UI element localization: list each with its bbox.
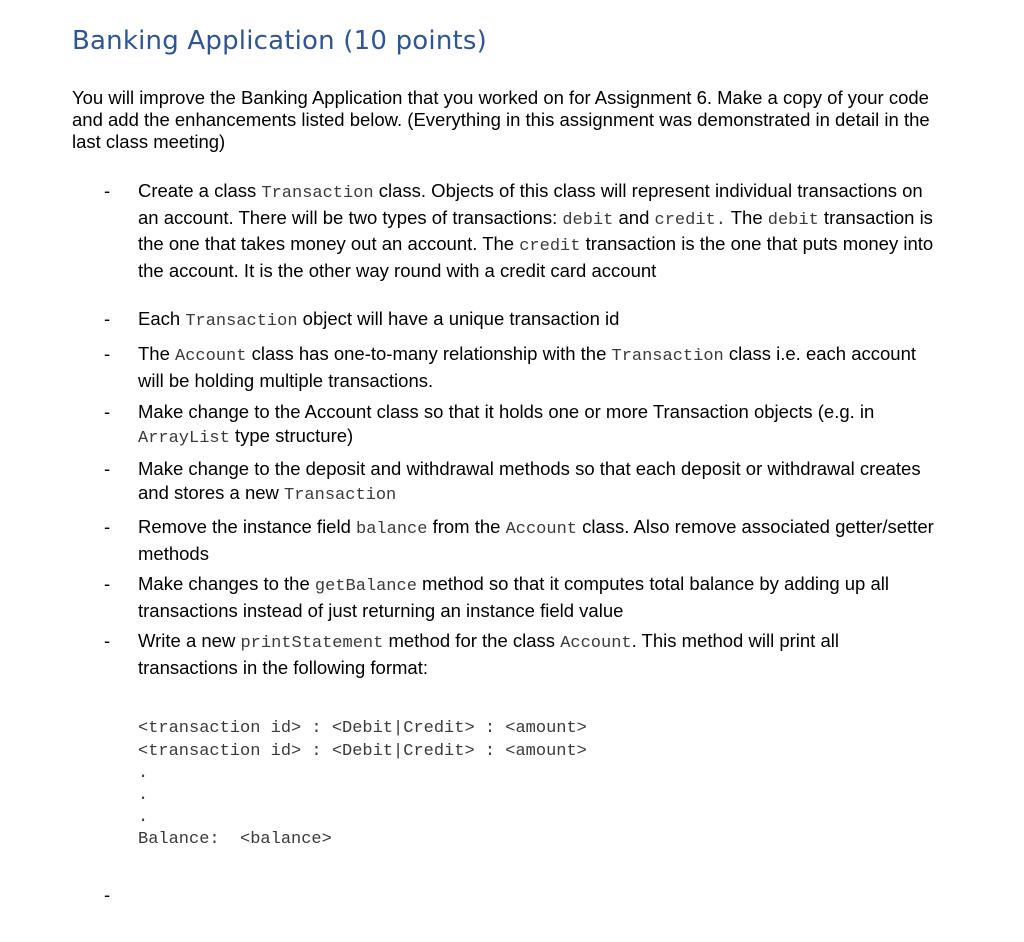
code-ellipsis-dot: . [138, 808, 149, 827]
bullet-dash: - [104, 180, 111, 201]
bullet-dash: - [104, 343, 111, 364]
list-item-text: The Account class has one-to-many relationship with the Transaction class i.e. each account will be holding multiple transactions. [138, 343, 917, 391]
code-term: credit [519, 237, 581, 256]
list-item-text: Create a class Transaction class. Objects of this class will represent individual transactions on an account. There will be two types of transactions: debit and credit. The debit transaction is the one that takes money out an account. The credit transaction is the one that puts money into the account. It is the other way round with a credit card account [138, 180, 934, 281]
code-term: Transaction [611, 347, 724, 366]
page-title: Banking Application (10 points) [72, 26, 488, 56]
bullet-dash: - [104, 458, 111, 479]
code-ellipsis-dot: . [138, 786, 149, 805]
code-term: Account [505, 520, 577, 539]
code-term: credit. [654, 210, 726, 230]
bullet-dash: - [104, 516, 111, 537]
list-item-text: Remove the instance field balance from the Account class. Also remove associated getter/setter methods [138, 516, 934, 564]
intro-paragraph: You will improve the Banking Application that you worked on for Assignment 6. Make a copy of your code and add the enhancements listed below. (Everything in this assignment was demonstrated in detail in the last class meeting) [72, 87, 930, 152]
code-term: debit [562, 210, 614, 230]
code-term: Account [175, 347, 247, 366]
code-term: Transaction [284, 485, 397, 505]
code-ellipsis-dot: . [138, 764, 149, 783]
code-term: Transaction [185, 312, 298, 331]
code-term: printStatement [240, 634, 384, 653]
code-line: <transaction id> : <Debit|Credit> : <amount> [138, 741, 587, 761]
statement-format-code-block [138, 718, 587, 852]
code-term: ArrayList [138, 428, 230, 448]
list-item-text: Make change to the deposit and withdrawal methods so that each deposit or withdrawal creates and stores a new Transaction [138, 458, 921, 505]
list-item-text: Each Transaction object will have a unique transaction id [138, 308, 620, 331]
code-term: Account [560, 634, 632, 653]
code-line: <transaction id> : <Debit|Credit> : <amount> [138, 719, 587, 738]
list-item-text: Make changes to the getBalance method so that it computes total balance by adding up all transactions instead of just returning an instance field value [138, 573, 889, 621]
list-item-text: Write a new printStatement method for the class Account. This method will print all transactions in the following format: [138, 630, 839, 678]
bullet-dash: - [104, 884, 111, 905]
code-balance-line: Balance: <balance> [138, 830, 332, 849]
code-term: debit [767, 210, 819, 230]
bullet-dash: - [104, 308, 111, 329]
code-term: balance [356, 520, 428, 539]
code-term: getBalance [314, 577, 417, 596]
bullet-dash: - [104, 573, 111, 594]
bullet-dash: - [104, 630, 111, 651]
list-item-text: Make change to the Account class so that it holds one or more Transaction objects (e.g. in ArrayList type structure) [138, 401, 875, 448]
bullet-dash: - [104, 401, 111, 422]
code-term: Transaction [261, 184, 374, 203]
